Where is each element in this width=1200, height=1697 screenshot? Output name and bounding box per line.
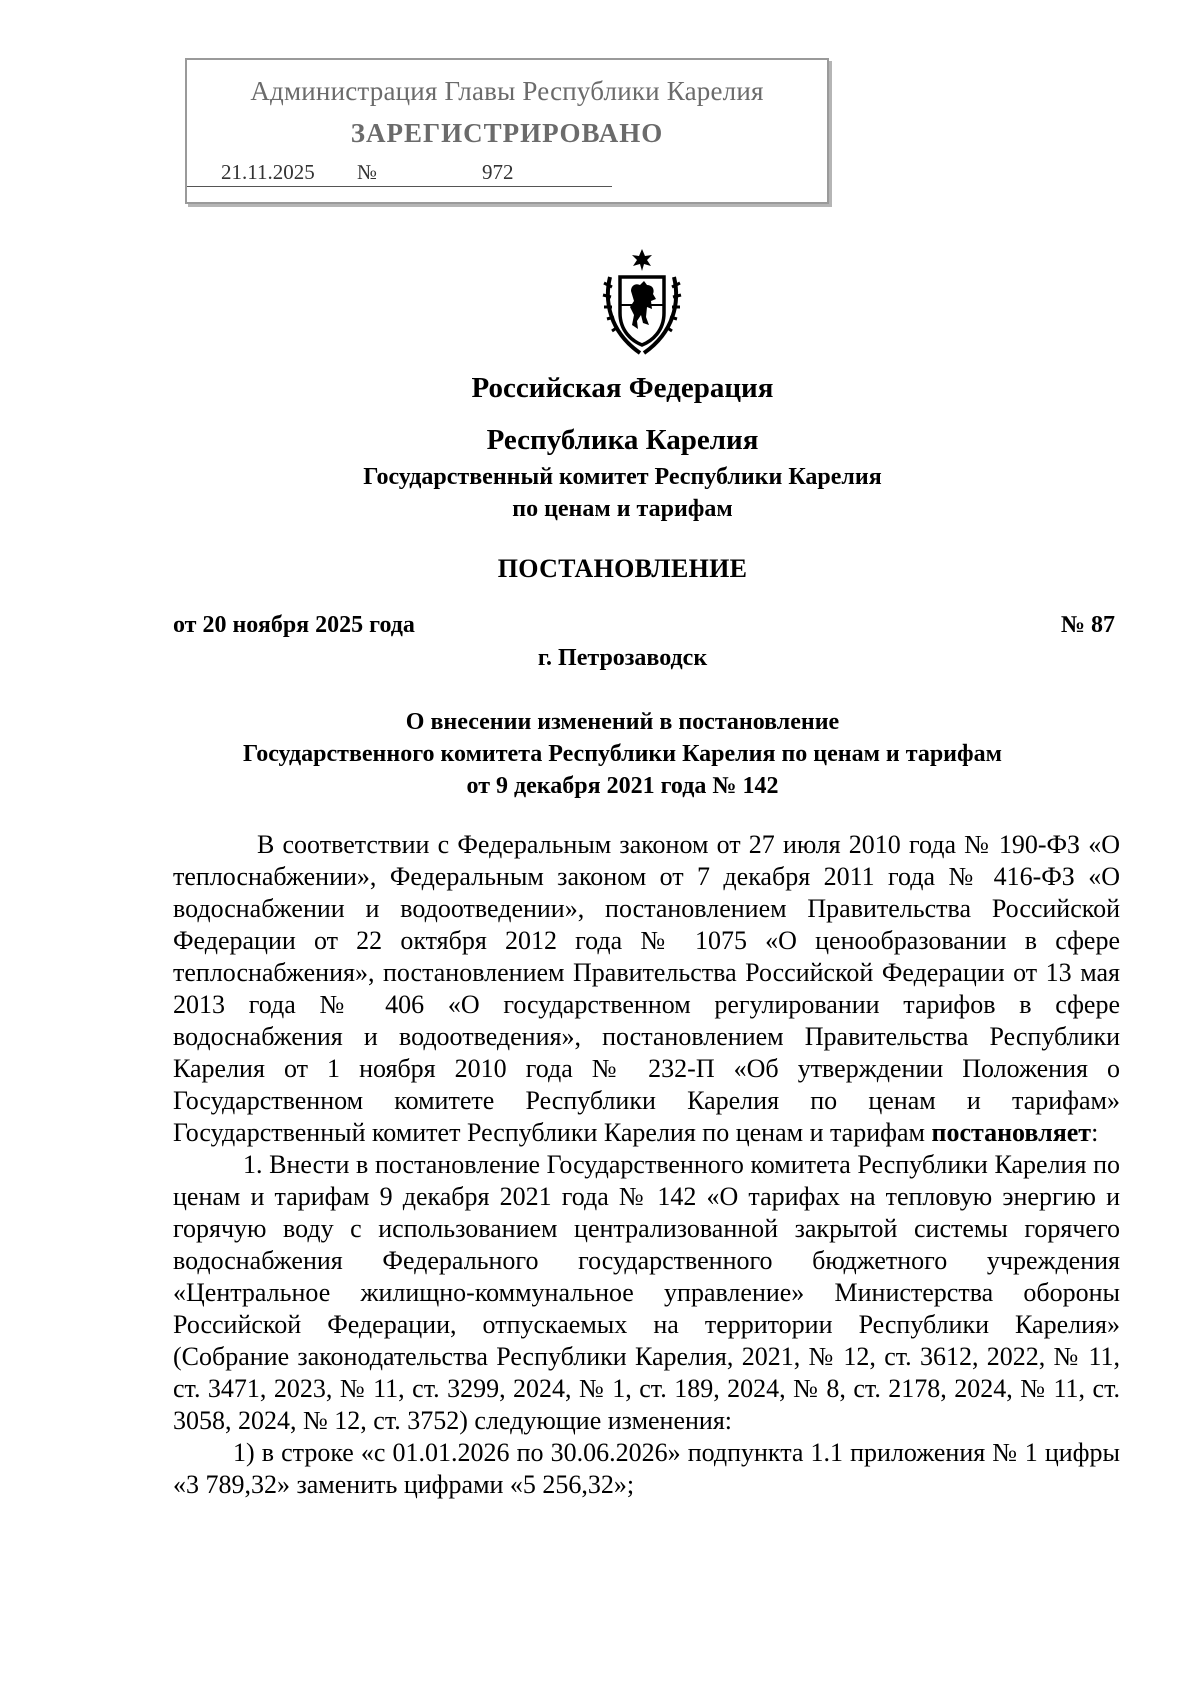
header-country: Российская Федерация (471, 372, 774, 404)
document-city: г. Петрозаводск (537, 645, 708, 671)
stamp-organization: Администрация Главы Республики Карелия (250, 76, 764, 106)
item-1-subitem-1: 1) в строке «с 01.01.2026 по 30.06.2026» подпункта 1.1 приложения № 1 цифры «3 789,32» заменить цифрами «5 256,32»; (173, 1438, 1120, 1499)
preamble-paragraph (173, 829, 1120, 1149)
document-date: от 20 ноября 2025 года (173, 612, 415, 638)
document-title-line2: Государственного комитета Республики Карелия по ценам и тарифам (243, 741, 1002, 767)
karelia-coat-of-arms-icon (600, 247, 684, 357)
stamp-registration-line (187, 160, 612, 187)
document-number: № 87 (1060, 612, 1115, 638)
stamp-number: 972 (482, 160, 514, 184)
registration-stamp (185, 58, 829, 204)
preamble-end: : (1091, 1118, 1099, 1147)
header-committee-line1: Государственный комитет Республики Карелия (363, 464, 882, 490)
document-body (173, 829, 1120, 1501)
stamp-date: 21.11.2025 (221, 160, 315, 184)
item-1-paragraph: 1. Внести в постановление Государственного комитета Республики Карелия по ценам и тарифам 9 декабря 2021 года № 142 «О тарифах на тепловую энергию и горячую воду с использованием централизованной закрытой системы горячего водоснабжения Федерального государственного бюджетного учреждения «Центральное жилищно-коммунальное управление» Министерства обороны Российской Федерации, отпускаемых на территории Республики Карелия» (Собрание законодательства Республики Карелия, 2021, № 12, ст. 3612, 2022, № 11, ст. 3471, 2023, № 11, ст. 3299, 2024, № 1, ст. 189, 2024, № 8, ст. 2178, 2024, № 11, ст. 3058, 2024, № 12, ст. 3752) следующие изменения: (173, 1150, 1120, 1435)
document-type: ПОСТАНОВЛЕНИЕ (497, 554, 748, 583)
document-title-line3: от 9 декабря 2021 года № 142 (466, 773, 779, 799)
resolves-word: постановляет (931, 1118, 1092, 1147)
stamp-status: ЗАРЕГИСТРИРОВАНО (350, 118, 664, 148)
preamble-text: В соответствии с Федеральным законом от 27 июля 2010 года № 190-ФЗ «О теплоснабжении», Федеральным законом от 7 декабря 2011 года № 416-ФЗ «О водоснабжении и водоотведении», постановлением Правительства Российской Федерации от 22 октября 2012 года № 1075 «О ценообразовании в сфере теплоснабжения», постановлением Правительства Российской Федерации от 13 мая 2013 года № 406 «О государственном регулировании тарифов в сфере водоснабжения и водоотведения», постановлением Правительства Республики Карелия от 1 ноября 2010 года № 232-П «Об утверждении Положения о Государственном комитете Республики Карелия по ценам и тарифам» Государственный комитет Республики Карелия по ценам и тарифам (173, 830, 1120, 1147)
header-republic: Республика Карелия (486, 424, 759, 456)
header-committee-line2: по ценам и тарифам (512, 496, 733, 522)
document-title-line1: О внесении изменений в постановление (405, 709, 840, 735)
stamp-number-label: № (357, 160, 378, 184)
